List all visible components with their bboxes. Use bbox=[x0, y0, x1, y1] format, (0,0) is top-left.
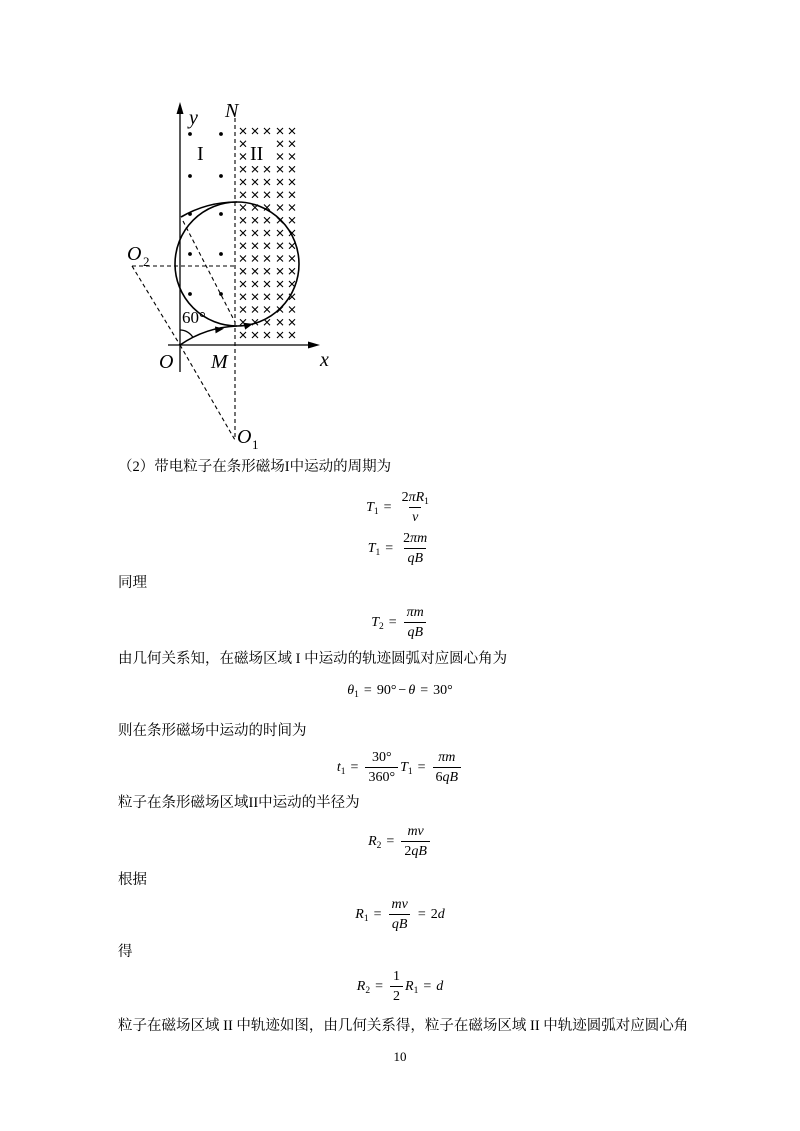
field-in-cross bbox=[240, 154, 246, 160]
text-therefore: 得 bbox=[118, 944, 133, 960]
boundary-n-label: N bbox=[225, 100, 239, 122]
eq-coefficient: 2 bbox=[430, 906, 438, 922]
eq-subscript: 1 bbox=[373, 506, 379, 517]
fraction-numerator bbox=[404, 605, 427, 622]
eq-coefficient: 2 bbox=[401, 490, 409, 505]
eq-symbol: t bbox=[336, 759, 341, 775]
field-out-dot bbox=[188, 252, 192, 256]
eq-symbol: R bbox=[356, 978, 366, 994]
field-in-cross bbox=[240, 256, 246, 262]
field-in-cross bbox=[240, 281, 246, 287]
field-in-cross bbox=[277, 294, 283, 300]
fraction-numerator bbox=[435, 750, 458, 767]
page-number: 10 bbox=[393, 1049, 407, 1064]
field-in-cross bbox=[277, 141, 283, 147]
field-in-cross bbox=[277, 179, 283, 185]
eq-symbol: πR bbox=[408, 490, 425, 505]
eq-operator: = bbox=[388, 614, 397, 630]
field-in-cross bbox=[289, 332, 295, 338]
eq-coefficient: 2 bbox=[403, 531, 411, 546]
field-in-cross bbox=[277, 256, 283, 262]
field-in-cross bbox=[240, 294, 246, 300]
field-in-cross bbox=[289, 128, 295, 134]
field-in-cross bbox=[277, 319, 283, 325]
fraction-denominator bbox=[401, 841, 430, 859]
eq-subscript: 1 bbox=[375, 547, 381, 558]
field-in-cross bbox=[277, 205, 283, 211]
fraction-numerator bbox=[399, 490, 432, 507]
eq-fraction bbox=[399, 490, 432, 525]
field-out-dot bbox=[219, 132, 223, 136]
center-o1-subscript: 1 bbox=[252, 437, 259, 452]
eq-symbol: T bbox=[371, 614, 379, 630]
eq-subscript: 2 bbox=[379, 621, 384, 632]
field-in-cross bbox=[289, 205, 295, 211]
eq-symbol: qB bbox=[391, 917, 408, 932]
text-radius-intro: 粒子在条形磁场区域II中运动的半径为 bbox=[118, 795, 360, 811]
equation-r2-half bbox=[0, 969, 800, 1004]
eq-subscript: 2 bbox=[365, 985, 371, 996]
eq-symbol: qB bbox=[411, 844, 427, 859]
eq-subscript: 1 bbox=[407, 766, 413, 777]
field-in-cross bbox=[252, 307, 258, 313]
field-in-cross bbox=[289, 166, 295, 172]
field-in-cross bbox=[277, 154, 283, 160]
eq-operator: = bbox=[350, 759, 359, 775]
field-in-cross bbox=[289, 192, 295, 198]
eq-coefficient: 6 bbox=[435, 770, 443, 785]
fraction-denominator: 360° bbox=[365, 767, 398, 785]
field-in-cross bbox=[289, 141, 295, 147]
eq-symbol: T bbox=[367, 540, 376, 556]
equation-t1-radius bbox=[0, 490, 800, 525]
equation-r2 bbox=[0, 824, 800, 859]
field-in-cross bbox=[277, 243, 283, 249]
eq-operator: = bbox=[383, 499, 392, 515]
field-in-cross bbox=[240, 192, 246, 198]
eq-value: 90° bbox=[376, 683, 397, 698]
origin-label: O bbox=[159, 351, 174, 373]
velocity-arrowhead bbox=[243, 323, 253, 330]
field-out-dot bbox=[219, 212, 223, 216]
eq-subscript: 1 bbox=[424, 497, 429, 507]
field-in-cross bbox=[252, 128, 258, 134]
eq-symbol: v bbox=[412, 510, 419, 525]
eq-symbol: T bbox=[400, 759, 408, 775]
fraction-denominator bbox=[409, 507, 421, 525]
field-in-cross bbox=[264, 256, 270, 262]
eq-rhs bbox=[436, 980, 443, 994]
eq-lhs bbox=[366, 501, 379, 515]
fraction-denominator: 2 bbox=[390, 986, 403, 1004]
eq-rhs bbox=[431, 908, 445, 922]
field-in-cross bbox=[264, 307, 270, 313]
eq-operator: = bbox=[363, 683, 372, 698]
field-in-cross bbox=[289, 319, 295, 325]
field-in-cross bbox=[252, 192, 258, 198]
field-in-cross bbox=[289, 268, 295, 274]
text-time-intro: 则在条形磁场中运动的时间为 bbox=[118, 723, 307, 739]
eq-operator: = bbox=[420, 683, 429, 698]
field-out-dot bbox=[188, 292, 192, 296]
eq-symbol: d bbox=[436, 978, 444, 994]
field-in-cross bbox=[240, 307, 246, 313]
field-out-dot bbox=[219, 174, 223, 178]
fraction-numerator bbox=[404, 824, 426, 841]
equation-t1-time bbox=[0, 750, 800, 785]
fraction-denominator bbox=[404, 622, 426, 640]
eq-symbol: θ bbox=[347, 683, 355, 698]
equation-theta1 bbox=[0, 684, 800, 698]
eq-symbol: πm bbox=[438, 750, 456, 765]
region-2-label: II bbox=[250, 143, 264, 165]
equation-r1 bbox=[0, 897, 800, 932]
eq-coefficient: 2 bbox=[404, 844, 412, 859]
y-axis-label: y bbox=[189, 107, 198, 129]
text-similarly: 同理 bbox=[118, 575, 147, 591]
text-region-2-trajectory: 粒子在磁场区域 II 中轨迹如图，由几何关系得，粒子在磁场区域 II 中轨迹圆弧对应圆心角 bbox=[118, 1018, 689, 1034]
eq-lhs bbox=[337, 761, 346, 775]
angle-arc-60 bbox=[180, 330, 193, 338]
field-out-dot bbox=[219, 252, 223, 256]
field-in-cross bbox=[240, 268, 246, 274]
field-in-cross bbox=[277, 281, 283, 287]
eq-fraction bbox=[365, 750, 398, 785]
eq-symbol: mv bbox=[407, 824, 424, 839]
text-geometry-angle: 由几何关系知，在磁场区域 I 中运动的轨迹圆弧对应圆心角为 bbox=[118, 651, 508, 667]
eq-operator: = bbox=[373, 906, 382, 922]
region-1-field-dots bbox=[188, 132, 223, 296]
field-in-cross bbox=[252, 230, 258, 236]
angle-label: 60° bbox=[182, 308, 206, 327]
field-in-cross bbox=[289, 179, 295, 185]
field-in-cross bbox=[252, 332, 258, 338]
eq-subscript: 1 bbox=[363, 913, 369, 924]
eq-symbol-wrap bbox=[408, 684, 415, 698]
center-o1-label: O bbox=[237, 426, 252, 448]
fraction-numerator: 30° bbox=[371, 750, 392, 765]
field-out-dot bbox=[188, 132, 192, 136]
text-period-intro: （2）带电粒子在条形磁场I中运动的周期为 bbox=[118, 459, 392, 475]
field-in-cross bbox=[252, 256, 258, 262]
field-in-cross bbox=[289, 307, 295, 313]
eq-symbol: θ bbox=[408, 683, 416, 698]
eq-operator: = bbox=[385, 540, 394, 556]
field-in-cross bbox=[264, 281, 270, 287]
field-in-cross bbox=[277, 166, 283, 172]
eq-lhs bbox=[368, 835, 381, 849]
eq-symbol: mv bbox=[391, 897, 408, 912]
center-o2-subscript: 2 bbox=[143, 254, 150, 269]
field-in-cross bbox=[264, 217, 270, 223]
field-in-cross bbox=[277, 230, 283, 236]
eq-symbol: πm bbox=[406, 605, 424, 620]
eq-subscript: 2 bbox=[376, 840, 382, 851]
field-in-cross bbox=[289, 154, 295, 160]
eq-symbol: T bbox=[366, 499, 374, 515]
eq-symbol: qB bbox=[407, 551, 423, 566]
eq-fraction bbox=[388, 897, 410, 932]
field-in-cross bbox=[264, 128, 270, 134]
eq-operator: = bbox=[417, 759, 426, 775]
x-axis-label: x bbox=[320, 349, 329, 371]
text-according-to: 根据 bbox=[118, 872, 147, 888]
eq-fraction bbox=[404, 605, 427, 640]
eq-subscript: 1 bbox=[354, 690, 359, 700]
field-out-dot bbox=[188, 174, 192, 178]
eq-lhs bbox=[355, 908, 368, 922]
eq-lhs bbox=[357, 980, 370, 994]
field-in-cross bbox=[264, 294, 270, 300]
eq-operator: = bbox=[423, 978, 432, 994]
field-in-cross bbox=[240, 205, 246, 211]
equation-t2 bbox=[0, 605, 800, 640]
field-in-cross bbox=[277, 192, 283, 198]
eq-symbol: πm bbox=[410, 531, 428, 546]
field-in-cross bbox=[252, 217, 258, 223]
region-1-label: I bbox=[197, 143, 204, 165]
center-o2-label: O bbox=[127, 243, 142, 265]
region-2-field-crosses bbox=[240, 128, 295, 338]
field-in-cross bbox=[240, 128, 246, 134]
eq-lhs bbox=[347, 684, 359, 698]
eq-operator: = bbox=[417, 906, 426, 922]
fraction-numerator bbox=[400, 531, 430, 548]
eq-symbol: qB bbox=[442, 770, 459, 785]
field-in-cross bbox=[252, 294, 258, 300]
fraction-denominator bbox=[389, 914, 411, 932]
eq-fraction bbox=[390, 969, 403, 1004]
eq-operator: = bbox=[375, 978, 383, 994]
eq-symbol: R bbox=[405, 978, 414, 994]
field-in-cross bbox=[264, 179, 270, 185]
x-axis-arrowhead bbox=[308, 342, 320, 349]
eq-subscript: 1 bbox=[340, 766, 346, 777]
field-in-cross bbox=[264, 268, 270, 274]
fraction-numerator bbox=[388, 897, 410, 914]
field-in-cross bbox=[264, 166, 270, 172]
eq-operator: = bbox=[386, 833, 395, 849]
eq-value: 30° bbox=[433, 683, 453, 698]
field-in-cross bbox=[289, 217, 295, 223]
trajectory-arc-from-origin bbox=[180, 326, 237, 345]
field-in-cross bbox=[277, 268, 283, 274]
fraction-numerator: 1 bbox=[393, 969, 400, 984]
field-in-cross bbox=[264, 243, 270, 249]
magnetic-field-diagram bbox=[0, 0, 800, 460]
field-in-cross bbox=[252, 243, 258, 249]
chord-dashed bbox=[183, 221, 235, 322]
field-in-cross bbox=[240, 332, 246, 338]
field-in-cross bbox=[240, 166, 246, 172]
field-in-cross bbox=[240, 243, 246, 249]
field-in-cross bbox=[252, 268, 258, 274]
field-in-cross bbox=[240, 217, 246, 223]
eq-symbol: d bbox=[437, 906, 445, 922]
field-in-cross bbox=[289, 243, 295, 249]
field-in-cross bbox=[252, 166, 258, 172]
field-in-cross bbox=[252, 281, 258, 287]
eq-symbol: R bbox=[355, 906, 364, 922]
eq-fraction bbox=[401, 824, 430, 859]
radius-o2-to-o-dashed bbox=[132, 266, 180, 345]
field-in-cross bbox=[252, 179, 258, 185]
eq-factor bbox=[400, 761, 413, 775]
eq-symbol: R bbox=[368, 833, 377, 849]
equation-t1-mass bbox=[0, 531, 800, 566]
y-axis-arrowhead bbox=[177, 102, 184, 114]
eq-operator: − bbox=[398, 683, 407, 698]
field-in-cross bbox=[277, 332, 283, 338]
eq-symbol: qB bbox=[407, 625, 423, 640]
field-in-cross bbox=[289, 256, 295, 262]
eq-fraction bbox=[433, 750, 462, 785]
eq-subscript: 1 bbox=[413, 985, 419, 996]
field-in-cross bbox=[277, 128, 283, 134]
eq-lhs bbox=[371, 616, 384, 630]
field-in-cross bbox=[264, 192, 270, 198]
point-m-label: M bbox=[211, 351, 228, 373]
field-in-cross bbox=[264, 332, 270, 338]
field-in-cross bbox=[240, 141, 246, 147]
eq-factor bbox=[405, 980, 418, 994]
field-in-cross bbox=[240, 179, 246, 185]
eq-fraction bbox=[400, 531, 430, 566]
eq-lhs bbox=[368, 542, 381, 556]
fraction-denominator bbox=[404, 548, 426, 566]
field-in-cross bbox=[240, 230, 246, 236]
field-in-cross bbox=[264, 230, 270, 236]
fraction-denominator bbox=[433, 767, 462, 785]
